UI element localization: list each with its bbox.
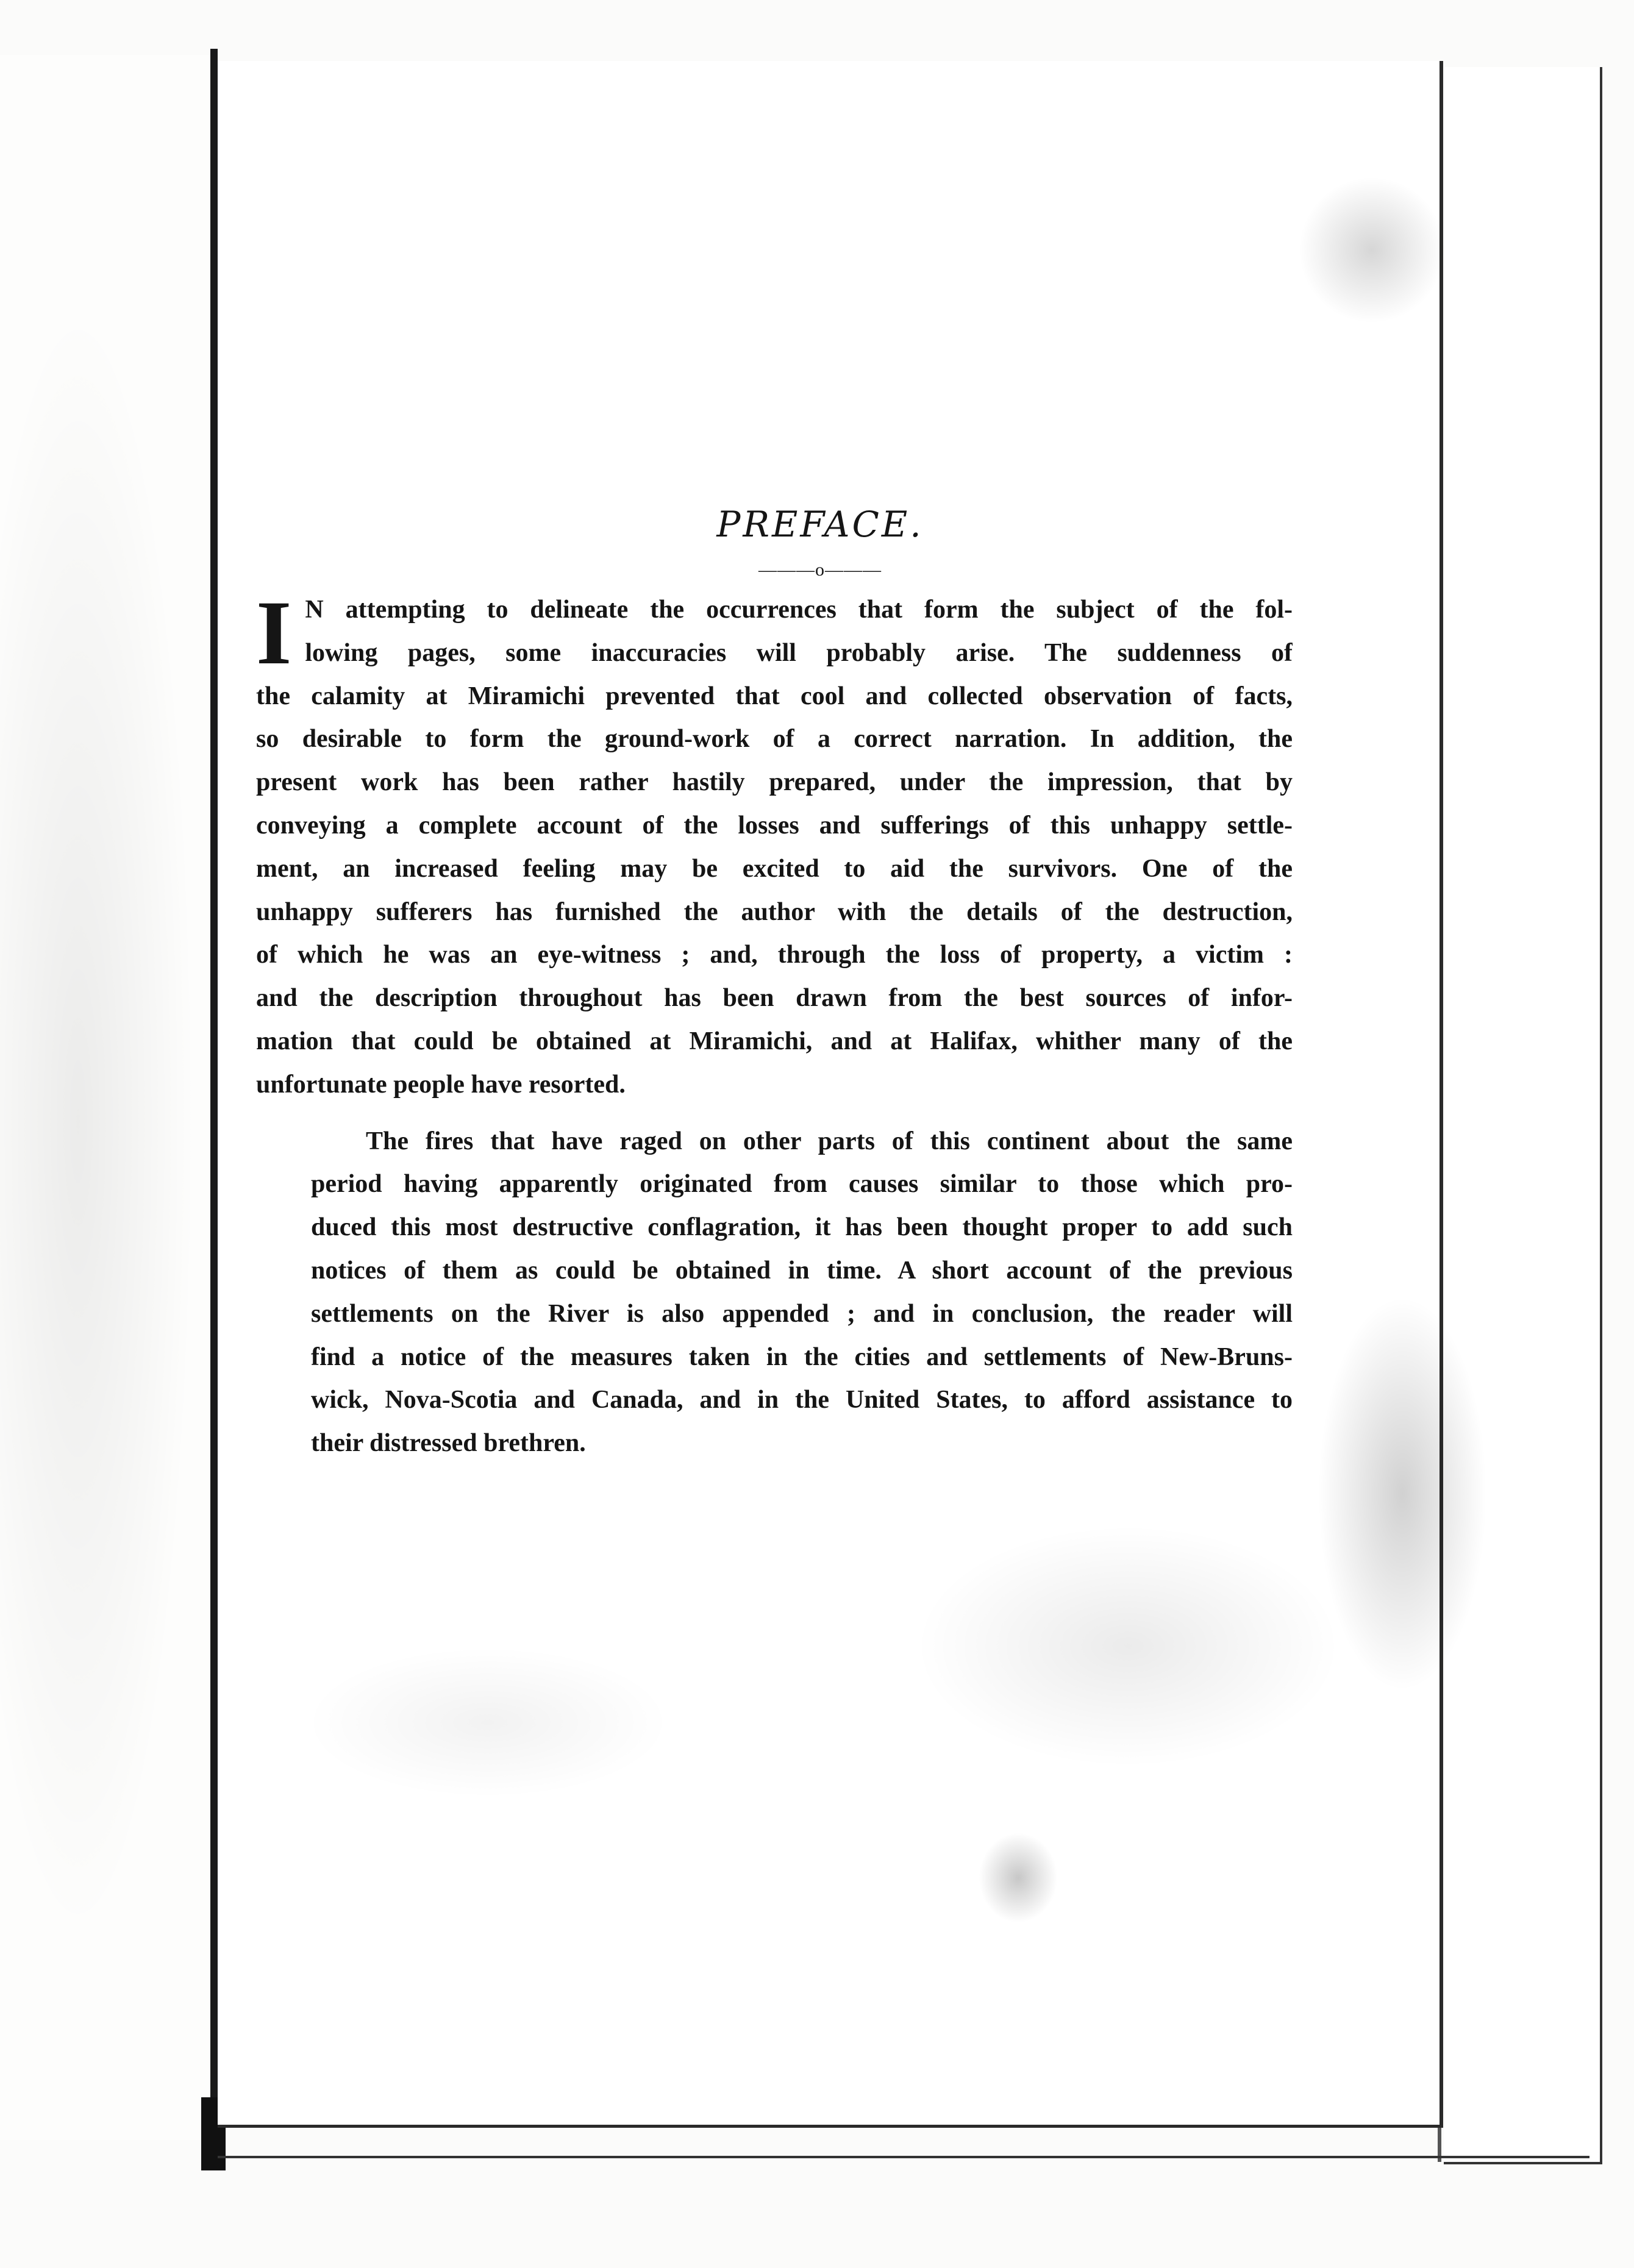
- text-line: so desirable to form the ground-work of a correct narration. In addition, the: [256, 725, 1293, 754]
- text-line: mation that could be obtained at Miramichi, and at Halifax, whither many of the: [256, 1027, 1293, 1055]
- text-line: ment, an increased feeling may be excited to aid the survivors. One of the: [256, 854, 1293, 883]
- text-line: find a notice of the measures taken in the cities and settlements of New-Bruns-: [311, 1343, 1293, 1371]
- text-line: unfortunate people have resorted.: [256, 1070, 626, 1099]
- text-line: notices of them as could be obtained in time. A short account of the previous: [311, 1256, 1293, 1285]
- text-line: their distressed brethren.: [311, 1429, 586, 1458]
- page-bottom-edge: [218, 2134, 1589, 2158]
- title-divider: ———o———: [758, 560, 882, 580]
- text-line: settlements on the River is also appended ; and in conclusion, the reader will: [311, 1299, 1293, 1328]
- text-line: present work has been rather hastily prepared, under the impression, that by: [256, 768, 1293, 797]
- text-line: conveying a complete account of the losses and sufferings of this unhappy settle-: [256, 811, 1293, 840]
- page-title: PREFACE.: [716, 504, 924, 545]
- previous-page-margin: [0, 55, 210, 2140]
- text-line: unhappy sufferers has furnished the author with the details of the destruction,: [256, 897, 1293, 926]
- text-line: the calamity at Miramichi prevented that cool and collected observation of facts,: [256, 682, 1293, 710]
- text-line: duced this most destructive conflagration, it has been thought proper to add such: [311, 1213, 1293, 1242]
- text-line: and the description throughout has been drawn from the best sources of infor-: [256, 984, 1293, 1013]
- paragraph-2: [256, 1120, 1293, 1465]
- book-gutter: [210, 49, 218, 2158]
- paragraph-1: [256, 582, 1293, 1107]
- text-line: N attempting to delineate the occurrences that form the subject of the fol-: [305, 596, 1293, 624]
- text-line: wick, Nova-Scotia and Canada, and in the United States, to afford assistance to: [311, 1386, 1293, 1414]
- text-line: The fires that have raged on other parts of this continent about the same: [366, 1127, 1293, 1155]
- text-line: period having apparently originated from causes similar to those which pro-: [311, 1170, 1293, 1199]
- page-edge: [1444, 67, 1602, 2164]
- drop-cap: I: [256, 582, 292, 683]
- text-line: of which he was an eye-witness ; and, through the loss of property, a victim :: [256, 941, 1293, 969]
- page-content: [256, 500, 1293, 1465]
- text-line: lowing pages, some inaccuracies will probably arise. The suddenness of: [305, 638, 1293, 667]
